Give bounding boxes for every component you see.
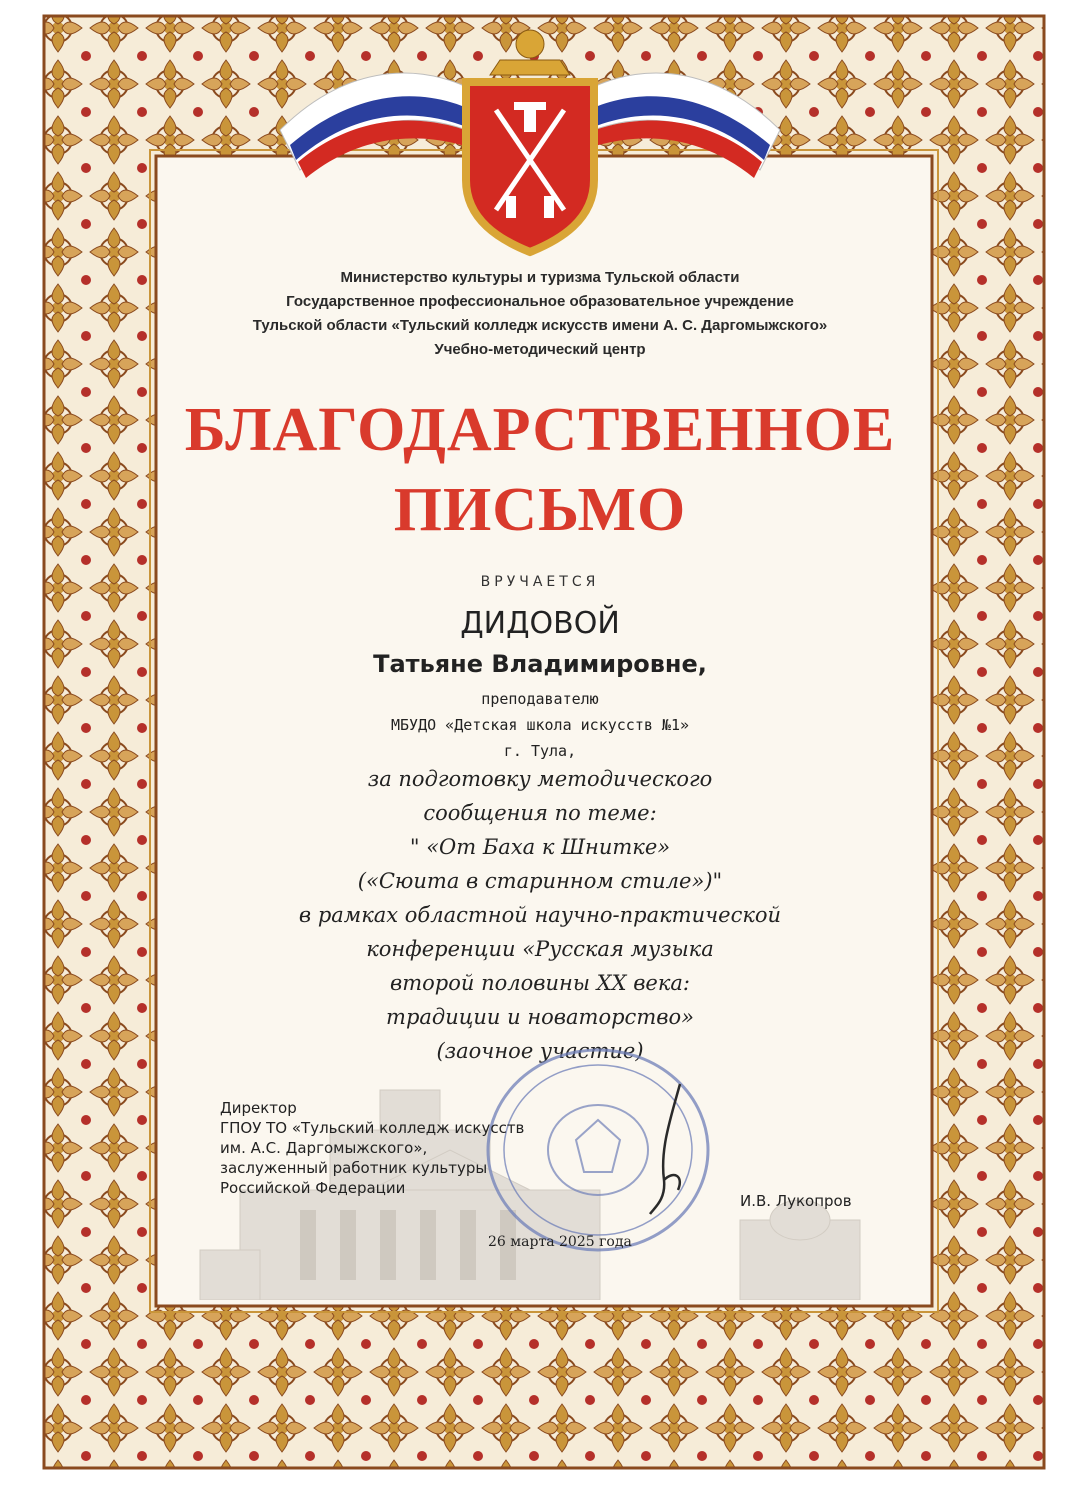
- header-institution-type: Государственное профессиональное образовательное учреждение: [286, 293, 794, 310]
- header-department: Учебно-методический центр: [434, 341, 646, 358]
- signatory-country: Российской Федерации: [220, 1179, 406, 1197]
- reason-line: («Сюита в старинном стиле»)": [357, 869, 723, 893]
- reason-line: за подготовку методического: [367, 767, 713, 791]
- recipient-role: [160, 686, 920, 764]
- reason-line: (заочное участие): [436, 1039, 644, 1063]
- reason-line: традиции и новаторство»: [386, 1005, 694, 1029]
- signatory-org-name: им. А.С. Даргомыжского»,: [220, 1139, 428, 1157]
- title-line-1: БЛАГОДАРСТВЕННОЕ: [184, 396, 896, 464]
- reason-line: " «От Баха к Шнитке»: [409, 835, 671, 859]
- awarded-label: ВРУЧАЕТСЯ: [480, 574, 600, 590]
- signatory-org: ГПОУ ТО «Тульский колледж искусств: [220, 1119, 525, 1137]
- award-reason: [160, 762, 920, 1068]
- title-line-2: ПИСЬМО: [393, 476, 687, 544]
- header-ministry: Министерство культуры и туризма Тульской области: [340, 269, 740, 286]
- header-institution-name: Тульской области «Тульский колледж искусств имени А. С. Даргомыжского»: [252, 317, 828, 334]
- issue-date: 26 марта 2025 года: [488, 1234, 632, 1250]
- signatory-honor: заслуженный работник культуры: [220, 1159, 488, 1177]
- document-title: [160, 390, 920, 550]
- recipient-surname: ДИДОВОЙ: [460, 606, 620, 641]
- recipient-position: преподавателю: [481, 690, 599, 708]
- organization-header: [160, 266, 920, 362]
- recipient-city: г. Тула,: [503, 742, 577, 760]
- reason-line: конференции «Русская музыка: [366, 937, 714, 961]
- signatory-name: И.В. Лукопров: [740, 1192, 852, 1210]
- reason-line: сообщения по теме:: [423, 801, 657, 825]
- reason-line: второй половины XX века:: [390, 971, 690, 995]
- signatory-block: [220, 1098, 524, 1198]
- signatory-title: Директор: [220, 1099, 297, 1117]
- recipient-institution: МБУДО «Детская школа искусств №1»: [390, 716, 689, 734]
- tula-coat-of-arms-emblem: [260, 20, 800, 270]
- handwritten-signature: [640, 1080, 700, 1220]
- recipient-given-names: Татьяне Владимировне,: [373, 650, 707, 678]
- reason-line: в рамках областной научно-практической: [298, 903, 782, 927]
